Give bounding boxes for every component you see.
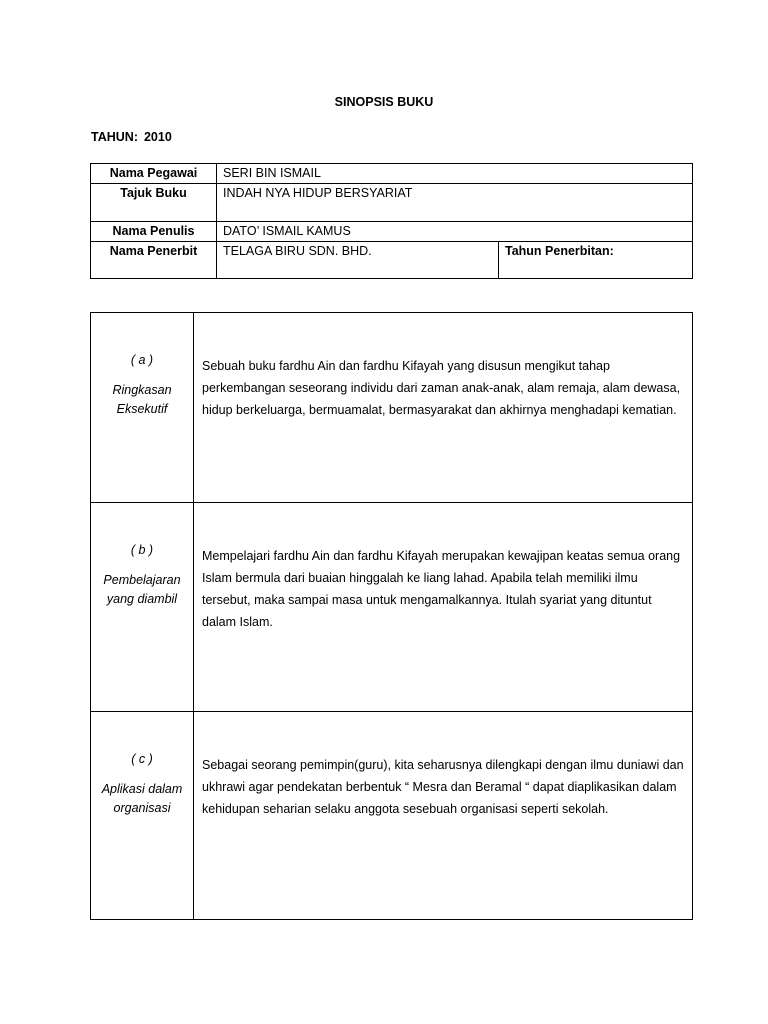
- year-value: 2010: [143, 130, 172, 144]
- synopsis-row-b: [91, 503, 693, 712]
- year-line: [91, 130, 172, 144]
- officer-name-label: Nama Pegawai: [91, 164, 217, 184]
- synopsis-row-a: [91, 313, 693, 503]
- section-b-body: [194, 503, 693, 712]
- section-c-header: [91, 712, 194, 920]
- section-c-label: Aplikasi dalam organisasi: [101, 782, 183, 815]
- section-c-text: Sebagai seorang pemimpin(guru), kita seharusnya dilengkapi dengan ilmu duniawi dan ukhrawi agar pendekatan berbentuk “ Mesra dan Beramal “ dapat diaplikasikan dalam kehidupan seharian selaku anggota sesebuah organisasi seperti sekolah.: [202, 758, 684, 816]
- section-a-body: [194, 313, 693, 503]
- section-a-marker: ( a ): [130, 353, 154, 367]
- publication-year-label: Tahun Penerbitan:: [499, 242, 693, 279]
- info-row-officer: [91, 164, 693, 184]
- author-label: Nama Penulis: [91, 222, 217, 242]
- publisher-value: TELAGA BIRU SDN. BHD.: [217, 242, 499, 279]
- page-title: SINOPSIS BUKU: [334, 95, 434, 109]
- info-row-publisher: [91, 242, 693, 279]
- section-b-header: [91, 503, 194, 712]
- info-row-author: [91, 222, 693, 242]
- book-title-label: Tajuk Buku: [91, 184, 217, 222]
- section-b-marker: ( b ): [130, 543, 154, 557]
- synopsis-row-c: [91, 712, 693, 920]
- book-title-value: INDAH NYA HIDUP BERSYARIAT: [217, 184, 693, 222]
- year-label: TAHUN:: [91, 130, 138, 144]
- section-a-text: Sebuah buku fardhu Ain dan fardhu Kifayah yang disusun mengikut tahap perkembangan seseorang individu dari zaman anak-anak, alam remaja, alam dewasa, hidup berkeluarga, bermuamalat, bermasyarakat dan akhirnya menghadapi kematian.: [202, 359, 681, 417]
- section-a-header: [91, 313, 194, 503]
- synopsis-table: [90, 312, 693, 920]
- publisher-label: Nama Penerbit: [91, 242, 217, 279]
- section-a-label: Ringkasan Eksekutif: [112, 383, 172, 416]
- section-b-label: Pembelajaran yang diambil: [103, 573, 181, 606]
- section-c-marker: ( c ): [131, 752, 153, 766]
- section-c-body: [194, 712, 693, 920]
- section-b-text: Mempelajari fardhu Ain dan fardhu Kifayah merupakan kewajipan keatas semua orang Islam bermula dari buaian hinggalah ke liang lahad. Apabila telah memiliki ilmu tersebut, maka sampai masa untuk mengamalkannya. Itulah syariat yang dituntut dalam Islam.: [202, 549, 681, 629]
- officer-name-value: SERI BIN ISMAIL: [217, 164, 693, 184]
- info-row-title: [91, 184, 693, 222]
- book-info-table: [90, 163, 693, 279]
- author-value: DATO’ ISMAIL KAMUS: [217, 222, 693, 242]
